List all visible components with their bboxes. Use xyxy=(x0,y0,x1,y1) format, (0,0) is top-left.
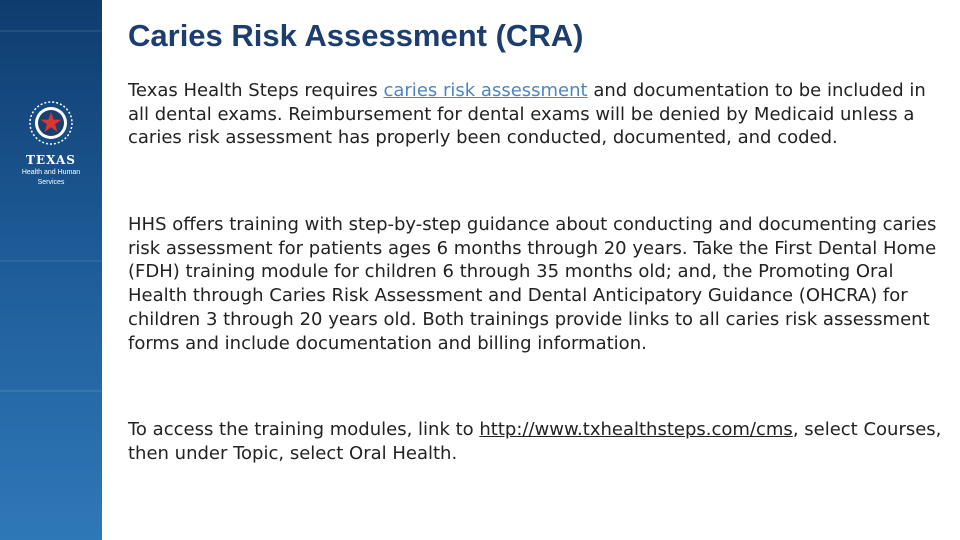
sidebar-stripe xyxy=(0,390,102,392)
p3-text-after: , select Courses, then under Topic, select Oral Health. xyxy=(128,419,942,464)
paragraph-requirements xyxy=(128,79,943,150)
sidebar-stripe xyxy=(0,30,102,32)
p3-text-before: To access the training modules, link to xyxy=(128,419,480,440)
paragraph-training: HHS offers training with step-by-step guidance about conducting and documenting caries risk assessment for patients ages 6 months through 20 years. Take the First Dental Home (FDH) training module for children 6 through 35 months old; and, the Promoting Oral Health through Caries Risk Assessment and Dental Anticipatory Guidance (OHCRA) for children 3 through 20 years old. Both trainings provide links to all caries risk assessment forms and include documentation and billing information. xyxy=(128,214,937,354)
paragraph-access xyxy=(128,418,943,465)
p1-text-before: Texas Health Steps requires xyxy=(128,80,384,101)
slide-title: Caries Risk Assessment (CRA) xyxy=(128,18,584,53)
p1-text-after: and documentation to be included in all dental exams. Reimbursement for dental exams will be denied by Medicaid unless a caries risk assessment has properly been conducted, documented, and coded. xyxy=(128,80,926,149)
star-seal-icon xyxy=(28,100,74,146)
sidebar-stripe xyxy=(0,260,102,262)
logo-texas-text: TEXAS xyxy=(26,153,76,167)
txhealthsteps-url-link[interactable]: http://www.txhealthsteps.com/cms xyxy=(479,419,793,440)
sidebar-band xyxy=(0,0,102,540)
logo-agency-line1: Health and Human xyxy=(21,169,81,176)
caries-risk-assessment-link[interactable]: caries risk assessment xyxy=(383,80,588,101)
texas-hhs-logo xyxy=(0,100,102,200)
logo-agency-line2: Services xyxy=(37,179,65,186)
